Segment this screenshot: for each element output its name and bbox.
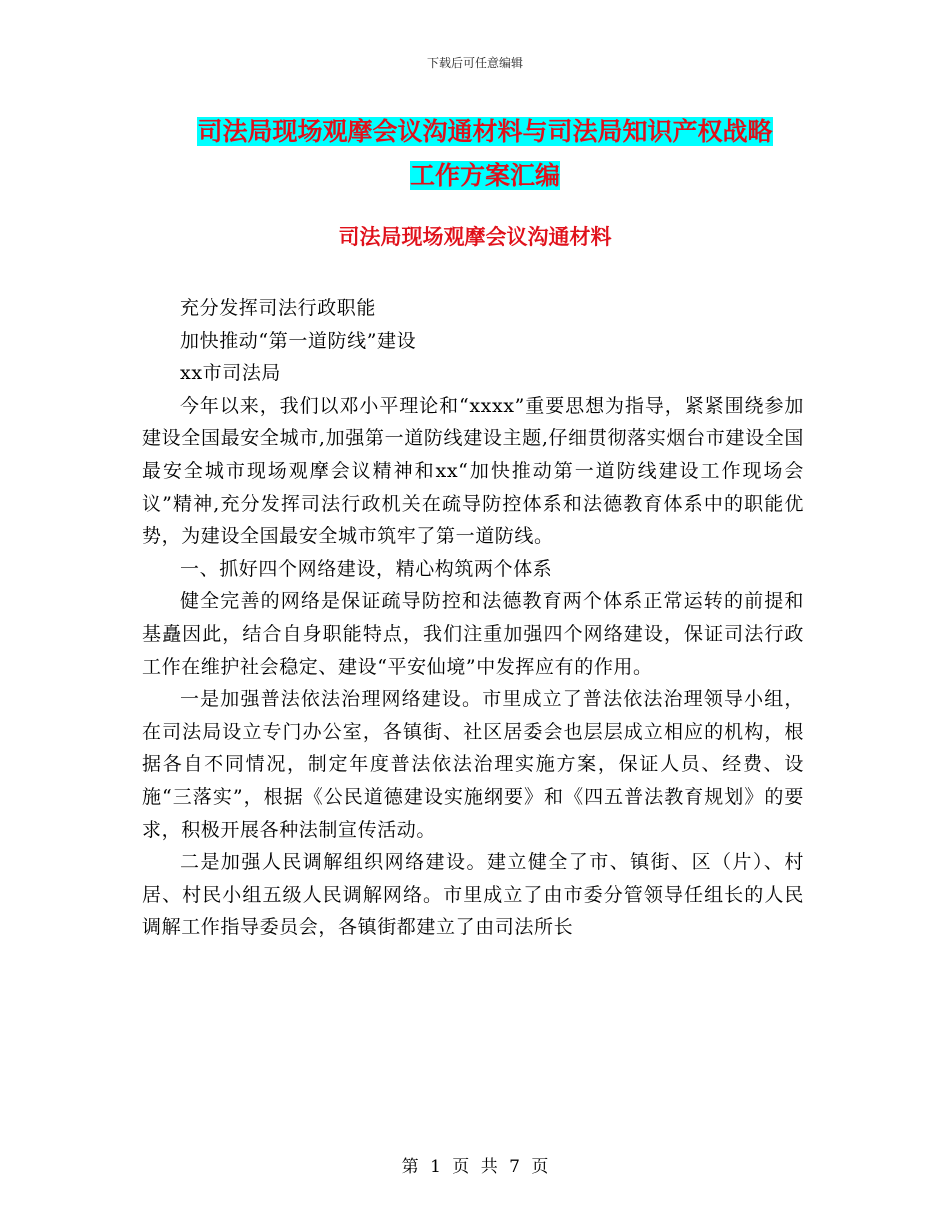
paragraph: 一是加强普法依法治理网络建设。市里成立了普法依法治理领导小组，在司法局设立专门办公室，各镇街、社区居委会也层层成立相应的机构，根据各自不同情况，制定年度普法依法治理实施方案，保证人员、经费、设施“三落实”，根据《公民道德建设实施纲要》和《四五普法教育规划》的要求，积极开展各种法制宣传活动。 bbox=[142, 688, 804, 841]
page-footer: 第 1 页 共 7 页 bbox=[401, 1157, 549, 1177]
paragraph: xx市司法局 bbox=[180, 362, 282, 385]
paragraph: 一、抓好四个网络建设，精心构筑两个体系 bbox=[180, 557, 553, 580]
section-title: 司法局现场观摩会议沟通材料 bbox=[338, 224, 612, 249]
paragraph: 今年以来，我们以邓小平理论和“xxxx”重要思想为指导，紧紧围绕参加建设全国最安全城市,加强第一道防线建设主题,仔细贯彻落实烟台市建设全国最安全城市现场观摩会议精神和xx“加快推动第一道防线建设工作现场会议”精神,充分发挥司法行政机关在疏导防控体系和法德教育体系中的职能优势，为建设全国最安全城市筑牢了第一道防线。 bbox=[142, 394, 804, 548]
paragraph: 健全完善的网络是保证疏导防控和法德教育两个体系正常运转的前提和基矗因此，结合自身职能特点，我们注重加强四个网络建设，保证司法行政工作在维护社会稳定、建设“平安仙境”中发挥应有的作用。 bbox=[142, 590, 804, 678]
document-title-line-2: 工作方案汇编 bbox=[409, 161, 560, 190]
paragraph: 二是加强人民调解组织网络建设。建立健全了市、镇街、区（片）、村居、村民小组五级人民调解网络。市里成立了由市委分管领导任组长的人民调解工作指导委员会，各镇街都建立了由司法所长 bbox=[142, 851, 804, 939]
document-body bbox=[142, 292, 804, 944]
paragraph: 充分发挥司法行政职能 bbox=[180, 297, 377, 319]
paragraph: 加快推动“第一道防线”建设 bbox=[180, 329, 417, 352]
document-title bbox=[150, 110, 820, 198]
document-title-line-1: 司法局现场观摩会议沟通材料与司法局知识产权战略 bbox=[197, 117, 773, 146]
header-note: 下载后可任意编辑 bbox=[426, 56, 523, 70]
